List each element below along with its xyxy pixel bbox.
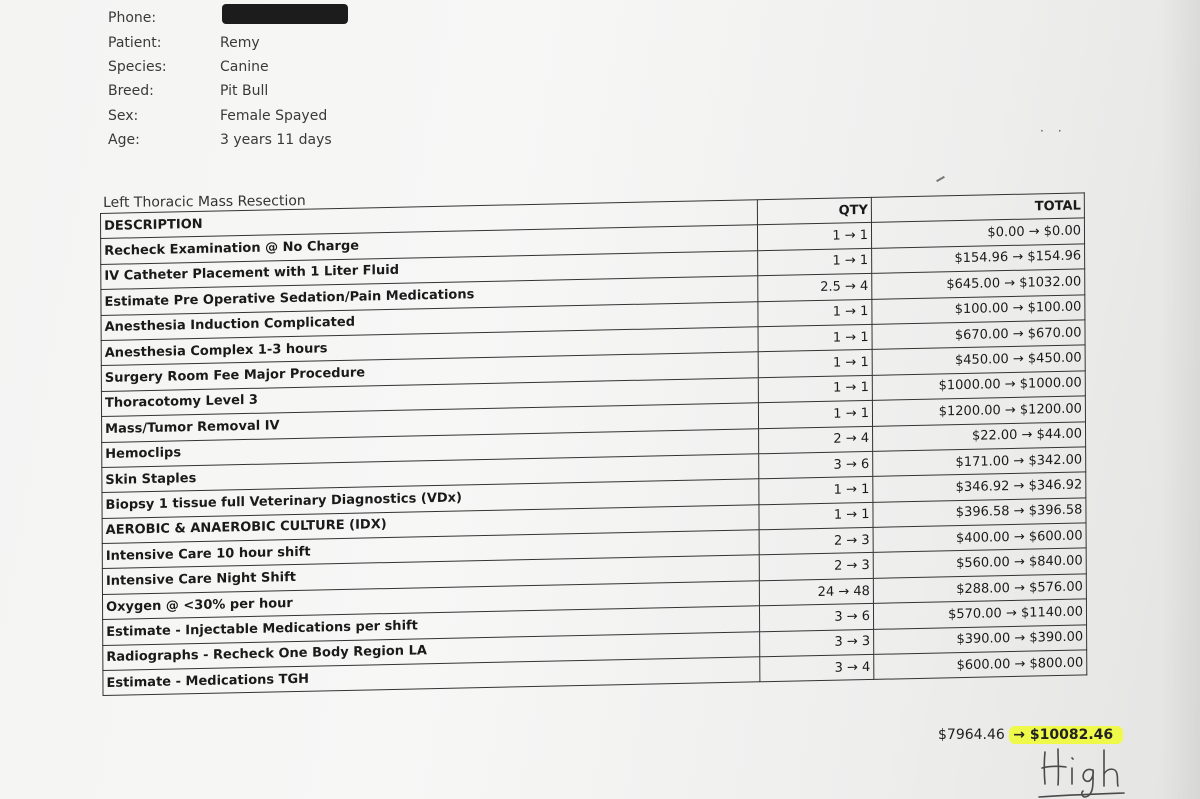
cell-description: Biopsy 1 tissue full Veterinary Diagnostics (VDx): [102, 479, 759, 518]
cell-total: $645.00 → $1032.00: [872, 269, 1085, 299]
cell-description: Skin Staples: [102, 454, 759, 493]
stray-marks: ··: [1040, 124, 1076, 138]
patient-info-label: Species:: [108, 58, 167, 75]
cell-qty: 1 → 1: [758, 324, 872, 352]
cell-qty: 2 → 3: [759, 553, 873, 581]
cell-total: $1200.00 → $1200.00: [872, 396, 1085, 426]
grand-total: [938, 727, 1123, 743]
cell-total: $346.92 → $346.92: [873, 472, 1086, 502]
procedure-title: Left Thoracic Mass Resection: [103, 193, 306, 211]
header-total: TOTAL: [871, 193, 1084, 223]
cell-qty: 1 → 1: [758, 400, 872, 428]
cell-description: Estimate - Medications TGH: [103, 657, 760, 696]
cell-total: $1000.00 → $1000.00: [872, 371, 1085, 401]
header-description: DESCRIPTION: [101, 200, 758, 239]
cell-total: $154.96 → $154.96: [872, 244, 1085, 274]
cell-qty: 1 → 1: [758, 299, 872, 327]
pen-mark: [936, 176, 945, 182]
patient-info-label: Patient:: [108, 34, 162, 51]
cell-total: $600.00 → $800.00: [874, 650, 1087, 680]
cell-total: $171.00 → $342.00: [873, 447, 1086, 477]
cell-description: IV Catheter Placement with 1 Liter Fluid: [101, 251, 758, 290]
patient-info-row: [108, 104, 332, 128]
patient-info-value: Canine: [220, 58, 269, 75]
cell-total: $0.00 → $0.00: [871, 218, 1084, 248]
grand-total-high: $10082.46: [1029, 727, 1114, 743]
cell-total: $288.00 → $576.00: [873, 574, 1086, 604]
cell-qty: 1 → 1: [758, 350, 872, 378]
cell-description: AEROBIC & ANAEROBIC CULTURE (IDX): [102, 504, 759, 543]
cell-total: $450.00 → $450.00: [872, 345, 1085, 375]
cell-description: Intensive Care 10 hour shift: [102, 530, 759, 569]
patient-info: [108, 6, 332, 152]
estimate-table-wrapper: [100, 192, 1087, 696]
cell-qty: 1 → 1: [758, 375, 872, 403]
patient-info-value: Remy: [220, 34, 260, 51]
handwritten-note-high: [1036, 744, 1132, 799]
cell-description: Surgery Room Fee Major Procedure: [101, 352, 758, 391]
patient-info-label: Age:: [108, 132, 140, 149]
patient-info-value: Female Spayed: [220, 107, 328, 124]
cell-qty: 3 → 3: [760, 629, 874, 657]
patient-info-label: Sex:: [108, 107, 139, 124]
cell-description: Mass/Tumor Removal IV: [102, 403, 759, 442]
grand-total-low: $7964.46: [938, 727, 1005, 743]
cell-total: $670.00 → $670.00: [872, 320, 1085, 350]
cell-total: $22.00 → $44.00: [873, 421, 1086, 451]
cell-total: $396.58 → $396.58: [873, 498, 1086, 528]
cell-qty: 3 → 4: [760, 654, 874, 682]
cell-description: Anesthesia Induction Complicated: [101, 301, 758, 340]
cell-qty: 3 → 6: [759, 451, 873, 479]
cell-total: $390.00 → $390.00: [874, 625, 1087, 655]
grand-total-arrow: →: [1013, 727, 1025, 743]
cell-description: Recheck Examination @ No Charge: [101, 225, 758, 264]
cell-qty: 1 → 1: [758, 248, 872, 276]
cell-description: Thoracotomy Level 3: [101, 377, 758, 416]
estimate-table: [100, 192, 1087, 696]
cell-qty: 2 → 4: [759, 426, 873, 454]
cell-description: Hemoclips: [102, 428, 759, 467]
cell-description: Estimate - Injectable Medications per shift: [103, 606, 760, 645]
cell-description: Intensive Care Night Shift: [102, 555, 759, 594]
cell-total: $100.00 → $100.00: [872, 294, 1085, 324]
cell-description: Oxygen @ <30% per hour: [102, 581, 759, 620]
cell-total: $400.00 → $600.00: [873, 523, 1086, 553]
patient-info-row: [108, 30, 332, 54]
handwriting-high-strokes: [1036, 744, 1132, 799]
cell-qty: 2 → 3: [759, 527, 873, 555]
patient-info-label: Phone:: [108, 10, 157, 27]
cell-qty: 1 → 1: [759, 477, 873, 505]
grand-total-high-highlight: [1009, 726, 1123, 744]
cell-description: Radiographs - Recheck One Body Region LA: [103, 631, 760, 670]
cell-description: Estimate Pre Operative Sedation/Pain Medications: [101, 276, 758, 315]
cell-qty: 24 → 48: [759, 578, 873, 606]
page-shadow: [1160, 0, 1200, 799]
cell-qty: 3 → 6: [759, 604, 873, 632]
cell-description: Anesthesia Complex 1-3 hours: [101, 327, 758, 366]
cell-qty: 1 → 1: [759, 502, 873, 530]
redacted-phone: [222, 4, 348, 24]
cell-qty: 2.5 → 4: [758, 274, 872, 302]
patient-info-value: 3 years 11 days: [220, 132, 332, 149]
cell-qty: 1 → 1: [757, 223, 871, 251]
cell-total: $560.00 → $840.00: [873, 548, 1086, 578]
patient-info-label: Breed:: [108, 83, 154, 100]
cell-total: $570.00 → $1140.00: [873, 599, 1086, 629]
header-qty: QTY: [757, 197, 871, 225]
patient-info-row: [108, 128, 332, 152]
patient-info-row: [108, 55, 332, 79]
patient-info-value: Pit Bull: [220, 83, 269, 100]
patient-info-row: [108, 79, 332, 103]
